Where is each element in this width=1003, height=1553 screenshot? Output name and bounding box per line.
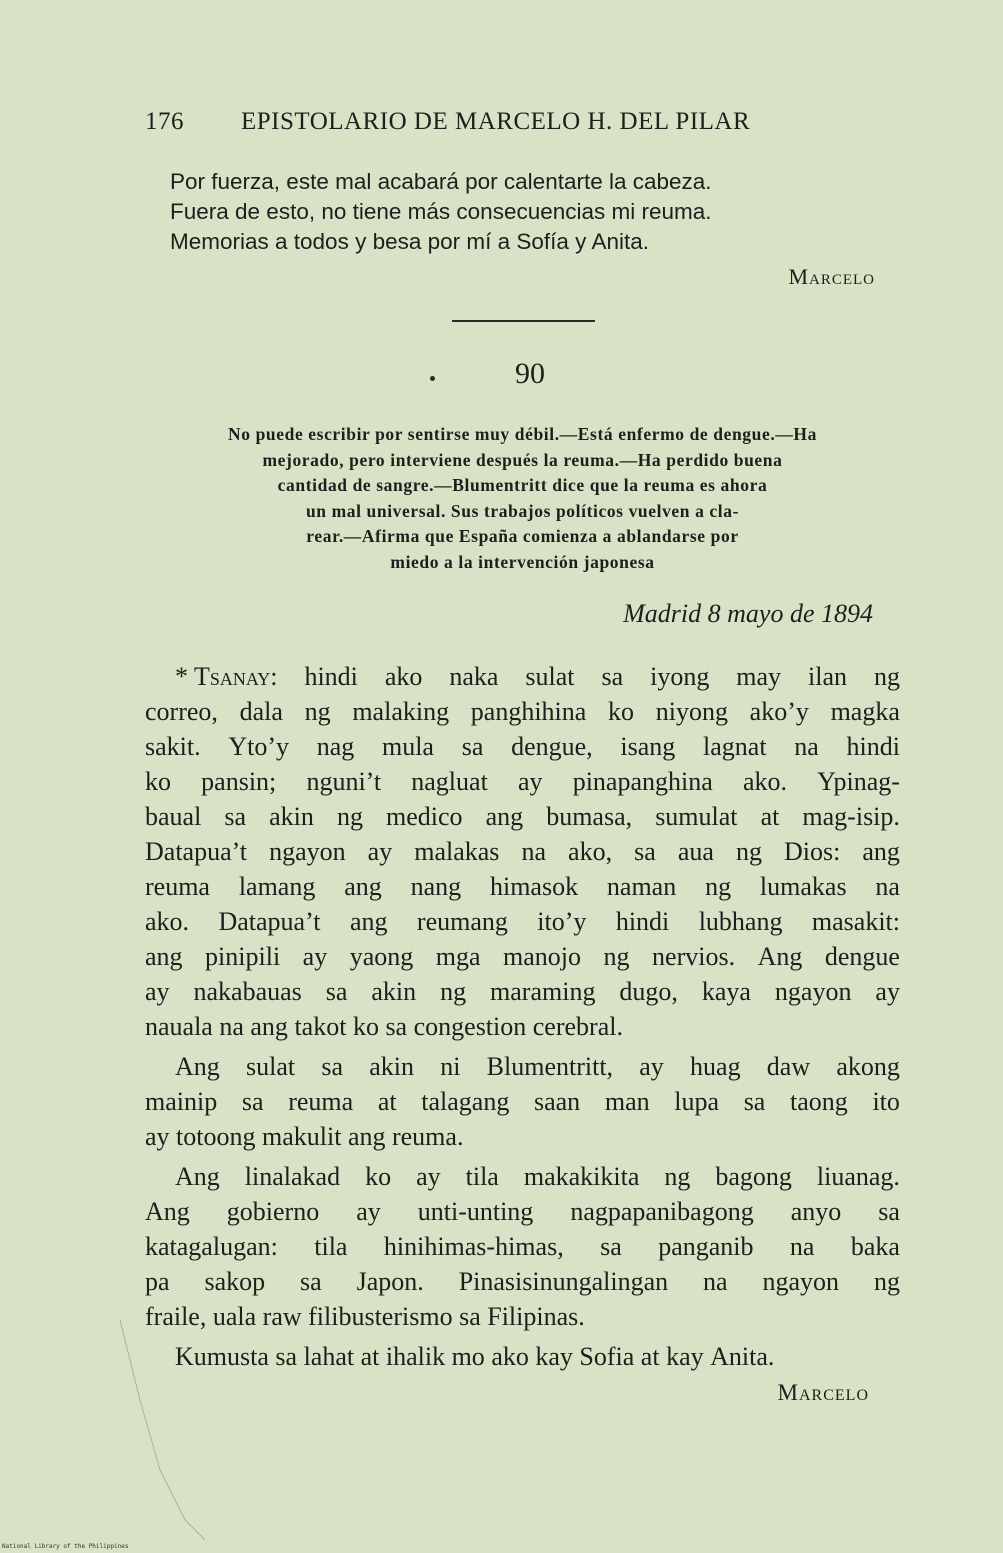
- word: taong: [790, 1087, 848, 1116]
- word: anyo: [790, 1197, 842, 1226]
- word: ng: [440, 977, 467, 1006]
- word: akin: [371, 977, 417, 1006]
- word: Kumusta: [175, 1342, 269, 1371]
- word: naka: [449, 662, 499, 691]
- word: reuma.: [391, 1122, 464, 1151]
- word: pa: [145, 1267, 170, 1296]
- word: pansin;: [201, 767, 277, 796]
- word: na: [703, 1267, 728, 1296]
- word: daw: [766, 1052, 811, 1081]
- word: mga: [435, 942, 481, 971]
- word: Dios:: [783, 837, 841, 866]
- word: maraming: [490, 977, 596, 1006]
- word: ay: [639, 1052, 664, 1081]
- word: talagang: [421, 1087, 510, 1116]
- word: sulat: [246, 1052, 296, 1081]
- word: ang: [347, 1122, 386, 1151]
- word: sa: [224, 802, 247, 831]
- word: akin: [269, 802, 314, 831]
- word: sa: [459, 1302, 481, 1331]
- word: na: [219, 1012, 244, 1041]
- word: congestion: [413, 1012, 527, 1041]
- word: nag: [316, 732, 355, 761]
- word: sa: [275, 1342, 298, 1371]
- word: dengue: [824, 942, 900, 971]
- word: sa: [385, 1012, 408, 1041]
- word: panghihina: [470, 697, 587, 726]
- word: ay: [145, 977, 170, 1006]
- dateline: Madrid 8 mayo de 1894: [623, 599, 873, 628]
- word: Anita.: [710, 1342, 775, 1371]
- word: reumang: [416, 907, 508, 936]
- word: correo,: [145, 697, 218, 726]
- word: ay: [356, 1197, 381, 1226]
- word: ng: [873, 1267, 900, 1296]
- word: iyong: [650, 662, 710, 691]
- word: ng: [664, 1162, 691, 1191]
- word: filibusterismo: [308, 1302, 453, 1331]
- word: Datapua’t: [145, 837, 248, 866]
- summary-line: No puede escribir por sentirse muy débil.—Está enfermo de dengue.—Ha: [228, 424, 817, 444]
- word: sa: [600, 1232, 622, 1261]
- word: nagluat: [411, 767, 488, 796]
- summary-line: un mal universal. Sus trabajos políticos vuelven a cla-: [305, 500, 740, 521]
- word: makakikita: [523, 1162, 640, 1191]
- word: sa: [321, 1052, 343, 1081]
- word: naman: [606, 872, 677, 901]
- word: Pinasisinungalingan: [458, 1267, 669, 1296]
- word: medico: [386, 802, 463, 831]
- running-head-title: EPISTOLARIO DE MARCELO H. DEL PILAR: [241, 108, 751, 135]
- word: baual: [145, 802, 202, 831]
- word: tila: [314, 1232, 348, 1261]
- word: nguni’t: [306, 767, 382, 796]
- word: panganib: [658, 1232, 754, 1261]
- word: ni: [440, 1052, 461, 1081]
- word: magka: [830, 697, 900, 726]
- word: ngayon: [762, 1267, 840, 1296]
- word: mo: [451, 1342, 485, 1371]
- word: nakabauas: [193, 977, 302, 1006]
- word: mula: [381, 732, 434, 761]
- word: kay: [535, 1342, 573, 1371]
- letter-signature: Marcelo: [777, 1380, 869, 1405]
- word: ngayon: [269, 837, 346, 866]
- word: ko: [352, 1012, 379, 1041]
- word: ng: [873, 662, 900, 691]
- word: huag: [690, 1052, 741, 1081]
- word: at: [640, 1342, 660, 1371]
- word: akong: [836, 1052, 900, 1081]
- word: hinihimas-himas,: [383, 1232, 564, 1261]
- word: Ang: [757, 942, 803, 971]
- word: pinipili: [205, 942, 281, 971]
- word: raw: [262, 1302, 302, 1331]
- word: Ypinag-: [817, 767, 900, 796]
- word: at: [360, 1342, 380, 1371]
- word: unti-unting: [417, 1197, 534, 1226]
- word: makulit: [262, 1122, 342, 1151]
- word: takot: [294, 1012, 347, 1041]
- word: uala: [212, 1302, 257, 1331]
- word: hindi: [846, 732, 900, 761]
- word: katagalugan:: [145, 1232, 278, 1261]
- word: ko: [365, 1162, 392, 1191]
- word: nervios.: [652, 942, 736, 971]
- word: kay: [666, 1342, 704, 1371]
- word: ng: [336, 802, 363, 831]
- word: isang: [620, 732, 676, 761]
- word: Japon.: [356, 1267, 424, 1296]
- word: ang: [250, 1012, 288, 1041]
- word: lamang: [238, 872, 316, 901]
- word: ay: [302, 942, 328, 971]
- word: ako.: [742, 767, 787, 796]
- word: sa: [601, 662, 624, 691]
- word: ay: [416, 1162, 441, 1191]
- word: ay: [145, 1122, 170, 1151]
- word: ng: [304, 697, 331, 726]
- word: malaking: [352, 697, 450, 726]
- footer-credit: National Library of the Philippines: [2, 1543, 129, 1550]
- word: Yto’y: [228, 732, 289, 761]
- word: may: [736, 662, 782, 691]
- word: na: [794, 732, 819, 761]
- word: ng: [735, 837, 762, 866]
- word: ang: [344, 872, 382, 901]
- summary-line: cantidad de sangre.—Blumentritt dice que la reuma es ahora: [277, 475, 768, 495]
- word: nauala: [145, 1012, 213, 1041]
- word: ay: [517, 767, 543, 796]
- word: ang: [485, 802, 524, 831]
- word: reuma: [145, 872, 210, 901]
- word: himasok: [489, 872, 579, 901]
- word: ay: [367, 837, 393, 866]
- word: aua: [677, 837, 714, 866]
- word: hindi: [615, 907, 670, 936]
- word: liuanag.: [816, 1162, 900, 1191]
- word: ako,: [568, 837, 613, 866]
- word: nagpapanibagong: [570, 1197, 754, 1226]
- word: ng: [603, 942, 630, 971]
- word: dugo,: [619, 977, 678, 1006]
- word: na: [875, 872, 900, 901]
- previous-letter-line: Memorias a todos y besa por mí a Sofía y Anita.: [170, 229, 649, 254]
- word: mainip: [145, 1087, 218, 1116]
- word: sa: [325, 977, 348, 1006]
- word: reuma: [288, 1087, 354, 1116]
- word: Blumentritt,: [486, 1052, 614, 1081]
- word: lagnat: [703, 732, 767, 761]
- word: kaya: [701, 977, 751, 1006]
- word: baka: [850, 1232, 900, 1261]
- word: totoong: [176, 1122, 256, 1151]
- word: saan: [533, 1087, 581, 1116]
- word: nang: [410, 872, 462, 901]
- word: mag-isip.: [802, 802, 900, 831]
- word: na: [789, 1232, 815, 1261]
- summary-line: rear.—Afirma que España comienza a ablandarse por: [306, 526, 739, 546]
- word: sa: [241, 1087, 264, 1116]
- word: sa: [743, 1087, 766, 1116]
- word: dala: [239, 697, 283, 726]
- word: ako.: [145, 907, 190, 936]
- summary-line: mejorado, pero interviene después la reuma.—Ha perdido buena: [262, 449, 783, 470]
- word: sa: [878, 1197, 900, 1226]
- previous-letter-line: Por fuerza, este mal acabará por calentarte la cabeza.: [170, 169, 712, 194]
- word: ako: [491, 1342, 529, 1371]
- word: lupa: [674, 1087, 720, 1116]
- word: ko: [608, 697, 635, 726]
- word: sa: [300, 1267, 322, 1296]
- word: akin: [369, 1052, 414, 1081]
- word: ito: [872, 1087, 900, 1116]
- word: na: [521, 837, 546, 866]
- word: ako’y: [749, 697, 809, 726]
- word: hindi: [304, 662, 358, 691]
- word: gobierno: [226, 1197, 320, 1226]
- word: sumulat: [655, 802, 738, 831]
- word: man: [604, 1087, 650, 1116]
- salutation: * Tsanay:: [175, 662, 278, 691]
- word: sulat: [525, 662, 575, 691]
- word: ihalik: [385, 1342, 446, 1371]
- word: ang: [862, 837, 900, 866]
- word: tila: [465, 1162, 499, 1191]
- word: ay: [875, 977, 900, 1006]
- word: sa: [634, 837, 656, 866]
- word: Ang: [175, 1162, 220, 1191]
- word: pinapanghina: [572, 767, 713, 796]
- letter-number: 90: [515, 357, 545, 390]
- word: masakit:: [811, 907, 900, 936]
- word: fraile,: [145, 1302, 207, 1331]
- word: manojo: [503, 942, 582, 971]
- word: ang: [349, 907, 388, 936]
- word: bumasa,: [546, 802, 633, 831]
- word: linalakad: [244, 1162, 341, 1191]
- word: sa: [461, 732, 484, 761]
- page-number: 176: [145, 108, 184, 135]
- word: yaong: [349, 942, 414, 971]
- word: at: [760, 802, 780, 831]
- word: Filipinas.: [487, 1302, 585, 1331]
- word: Sofia: [579, 1342, 635, 1371]
- word: malakas: [414, 837, 500, 866]
- word: at: [377, 1087, 397, 1116]
- word: sakop: [204, 1267, 266, 1296]
- word: lubhang: [698, 907, 783, 936]
- word: bagong: [715, 1162, 792, 1191]
- word: ilan: [808, 662, 847, 691]
- word: niyong: [655, 697, 728, 726]
- word: sakit.: [145, 732, 201, 761]
- word: Datapua’t: [218, 907, 321, 936]
- word: ngayon: [774, 977, 852, 1006]
- word: ako: [384, 662, 423, 691]
- previous-letter-signature: Marcelo: [788, 264, 875, 289]
- summary-line: miedo a la intervención japonesa: [390, 551, 655, 572]
- word: lahat: [303, 1342, 355, 1371]
- word: cerebral.: [532, 1012, 623, 1041]
- word: Ang: [175, 1052, 220, 1081]
- previous-letter-line: Fuera de esto, no tiene más consecuencias mi reuma.: [170, 199, 712, 224]
- word: ito’y: [537, 907, 587, 936]
- word: lumakas: [759, 872, 847, 901]
- word: Ang: [145, 1197, 190, 1226]
- word: dengue,: [511, 732, 593, 761]
- word: ang: [145, 942, 183, 971]
- word: ko: [145, 767, 171, 796]
- word: ng: [705, 872, 732, 901]
